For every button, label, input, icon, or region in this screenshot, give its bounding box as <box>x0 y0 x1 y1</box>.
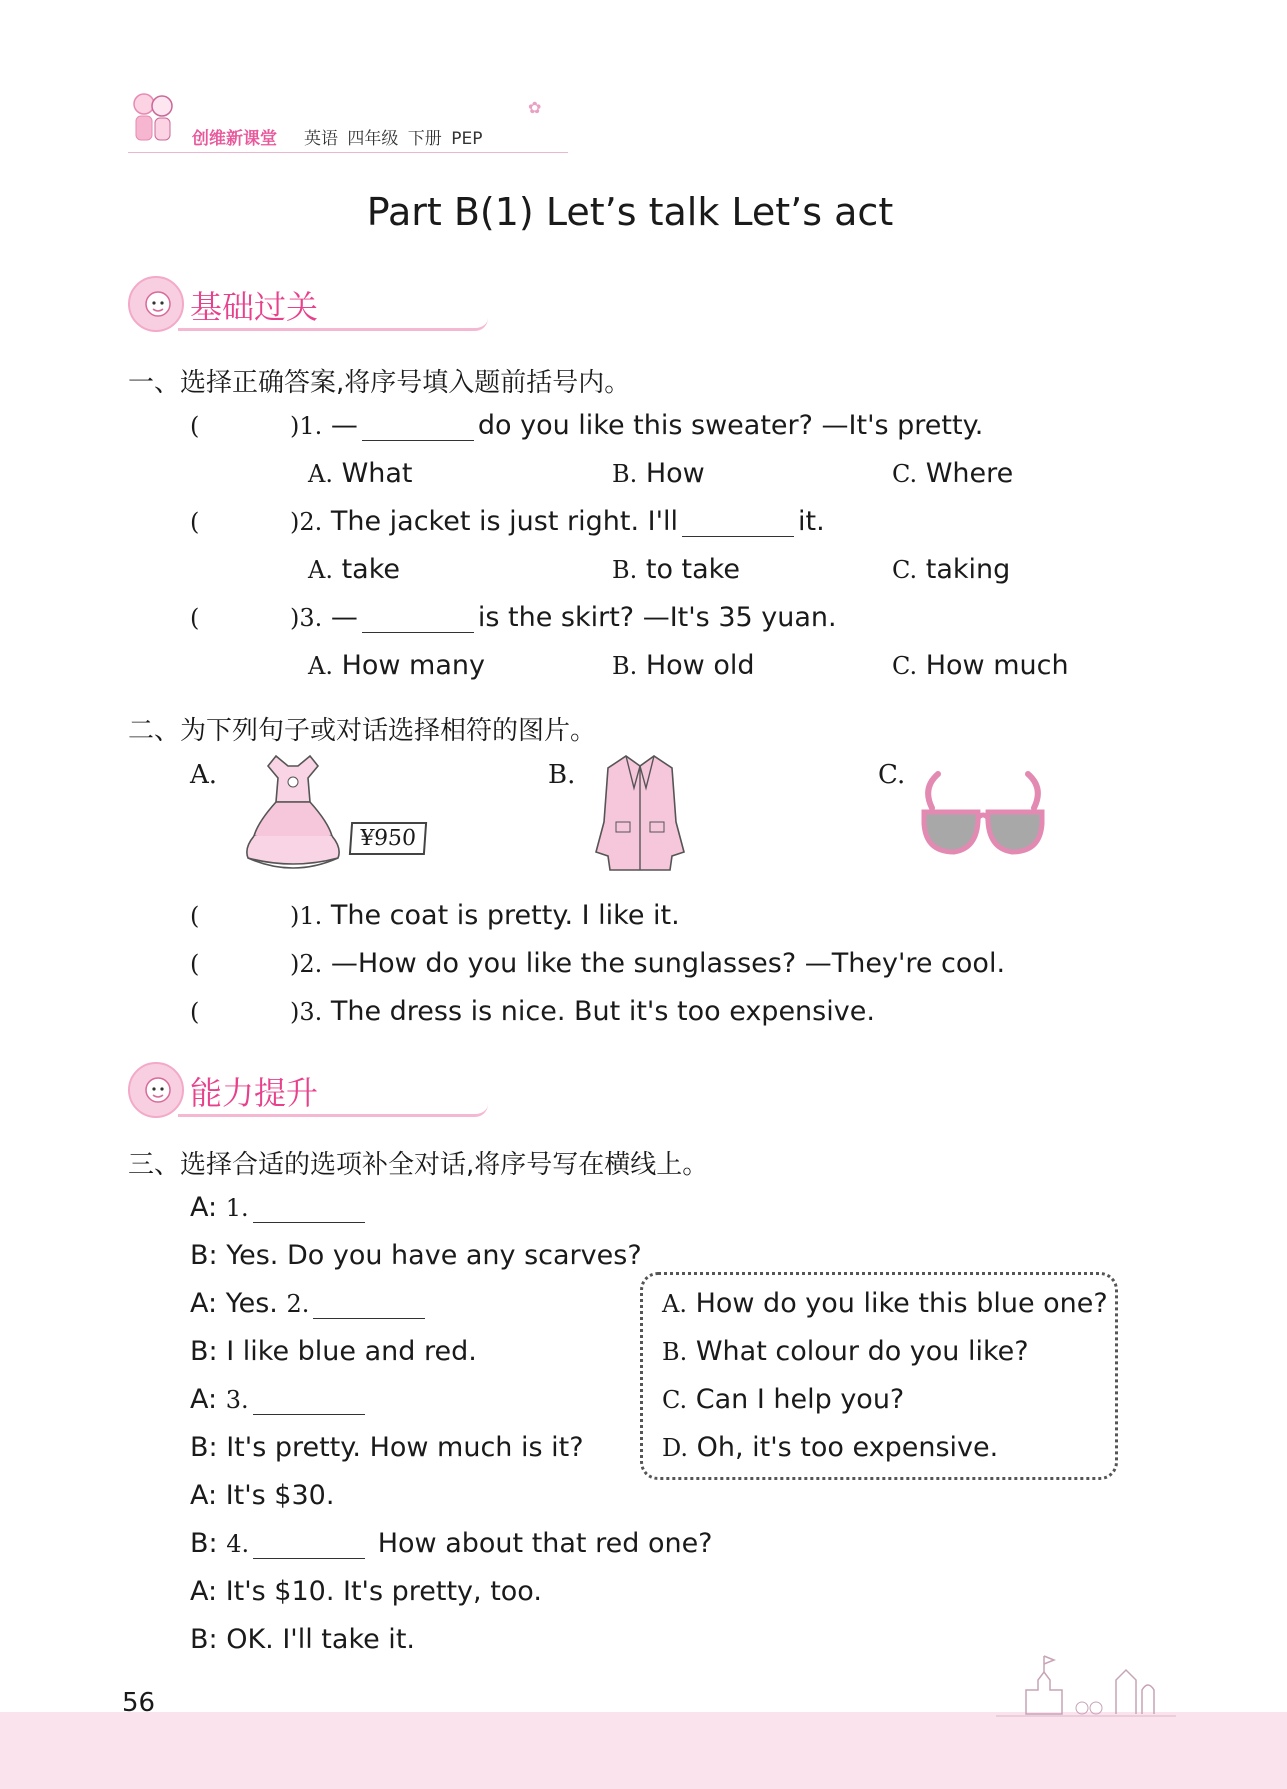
dialogue-line-7 <box>190 1480 334 1511</box>
choice-c <box>662 1384 904 1415</box>
section-banner-advanced <box>128 1062 508 1118</box>
part1-heading: 一、选择正确答案,将序号填入题前括号内。 <box>128 368 631 398</box>
blank-number: 1. <box>225 1194 249 1222</box>
speaker-label: B: <box>190 1624 218 1655</box>
answer-paren[interactable]: ( <box>190 902 200 930</box>
question-text-post: it. <box>798 506 825 537</box>
option-text: take <box>341 554 400 585</box>
option-letter: A. <box>308 556 333 584</box>
option-letter: C. <box>892 460 918 488</box>
option-text: What <box>341 458 413 489</box>
answer-paren[interactable]: ( <box>190 998 200 1026</box>
option-letter: B. <box>612 556 638 584</box>
option-letter: C. <box>892 556 918 584</box>
choice-a <box>662 1288 1108 1319</box>
picture-label-b: B. <box>548 760 576 790</box>
choice-text: How do you like this blue one? <box>695 1288 1108 1319</box>
dialogue-line-9 <box>190 1576 542 1607</box>
question-3 <box>190 602 837 633</box>
speaker-label: A: <box>190 1576 218 1607</box>
question-text-pre: The jacket is just right. I'll <box>330 506 678 537</box>
question-number: )3. <box>290 604 323 632</box>
answer-paren[interactable]: ( <box>190 950 200 978</box>
option-text: Where <box>925 458 1014 489</box>
section-title-basic: 基础过关 <box>190 288 319 326</box>
castle-decoration-icon <box>996 1650 1176 1724</box>
match-item-1 <box>190 900 680 931</box>
speaker-label: A: <box>190 1192 218 1223</box>
coat-icon <box>592 752 688 880</box>
choice-text: What colour do you like? <box>695 1336 1029 1367</box>
option-text: How much <box>925 650 1069 681</box>
section-banner-basic <box>128 276 508 332</box>
fill-blank[interactable] <box>253 1530 365 1559</box>
match-item-2 <box>190 948 1005 979</box>
header-mascot-illustration <box>128 88 178 150</box>
speaker-label: A: <box>190 1384 218 1415</box>
question-text-pre: — <box>330 410 358 441</box>
question-2 <box>190 506 825 537</box>
banner-mascot-icon <box>128 1062 184 1118</box>
choice-letter: A. <box>662 1290 687 1318</box>
fill-blank[interactable] <box>253 1194 365 1223</box>
dialogue-text: Yes. Do you have any scarves? <box>226 1240 642 1271</box>
question-text-post: is the skirt? —It's 35 yuan. <box>477 602 837 633</box>
brand-name: 创维新课堂 <box>192 129 277 149</box>
option-text: How <box>645 458 705 489</box>
dialogue-text: It's pretty. How much is it? <box>226 1432 584 1463</box>
option-c <box>892 458 1013 489</box>
page-number: 56 <box>122 1688 156 1718</box>
choice-letter: C. <box>662 1386 688 1414</box>
section-title-advanced: 能力提升 <box>190 1074 319 1112</box>
dialogue-text: I like blue and red. <box>226 1336 477 1367</box>
dialogue-text: OK. I'll take it. <box>226 1624 415 1655</box>
option-text: How old <box>645 650 755 681</box>
option-letter: B. <box>612 652 638 680</box>
price-tag: ¥950 <box>349 822 427 855</box>
part3-heading: 三、选择合适的选项补全对话,将序号写在横线上。 <box>128 1150 709 1180</box>
choice-letter: D. <box>662 1434 689 1462</box>
blank-number: 4. <box>226 1530 250 1558</box>
sunglasses-icon <box>918 768 1048 868</box>
speaker-label: B: <box>190 1432 218 1463</box>
choice-letter: B. <box>662 1338 688 1366</box>
choice-b <box>662 1336 1029 1367</box>
option-letter: A. <box>308 460 333 488</box>
match-item-text: The coat is pretty. I like it. <box>330 900 680 931</box>
option-letter: B. <box>612 460 638 488</box>
option-text: taking <box>925 554 1011 585</box>
match-item-3 <box>190 996 875 1027</box>
option-letter: A. <box>308 652 333 680</box>
option-letter: C. <box>892 652 918 680</box>
answer-paren[interactable]: ( <box>190 412 200 440</box>
question-number: )1. <box>290 412 323 440</box>
option-text: How many <box>341 650 485 681</box>
dialogue-line-10 <box>190 1624 415 1655</box>
question-text-pre: — <box>330 602 358 633</box>
fill-blank[interactable] <box>362 412 474 441</box>
option-b <box>612 650 755 681</box>
page-title: Part B(1) Let’s talk Let’s act <box>366 190 894 234</box>
blank-number: 3. <box>225 1386 249 1414</box>
banner-mascot-icon <box>128 276 184 332</box>
answer-paren[interactable]: ( <box>190 508 200 536</box>
banner-underline <box>178 318 488 331</box>
book-info: 英语 四年级 下册 PEP <box>304 129 483 149</box>
fill-blank[interactable] <box>362 604 474 633</box>
speaker-label: B: <box>190 1336 218 1367</box>
question-number: )2. <box>290 950 323 978</box>
question-number: )2. <box>290 508 323 536</box>
dress-icon <box>238 752 348 880</box>
choice-text: Oh, it's too expensive. <box>696 1432 999 1463</box>
question-number: )1. <box>290 902 323 930</box>
option-a <box>308 554 400 585</box>
header-divider <box>128 152 568 153</box>
answer-paren[interactable]: ( <box>190 604 200 632</box>
dialogue-line-3 <box>190 1288 429 1319</box>
dialogue-line-5 <box>190 1384 369 1415</box>
flower-icon: ✿ <box>528 98 542 117</box>
picture-label-a: A. <box>190 760 218 790</box>
option-b <box>612 554 740 585</box>
dialogue-text: How about that red one? <box>377 1528 713 1559</box>
option-c <box>892 650 1069 681</box>
banner-underline <box>178 1104 488 1117</box>
dialogue-line-2 <box>190 1240 642 1271</box>
question-1 <box>190 410 983 441</box>
choice-text: Can I help you? <box>695 1384 905 1415</box>
choice-d <box>662 1432 998 1463</box>
match-item-text: —How do you like the sunglasses? —They're cool. <box>330 948 1006 979</box>
option-a <box>308 650 485 681</box>
part2-heading: 二、为下列句子或对话选择相符的图片。 <box>128 716 597 746</box>
dialogue-text: It's $10. It's pretty, too. <box>225 1576 542 1607</box>
speaker-label: A: <box>190 1480 218 1511</box>
speaker-label: A: <box>190 1288 218 1319</box>
question-number: )3. <box>290 998 323 1026</box>
question-text-post: do you like this sweater? —It's pretty. <box>477 410 984 441</box>
fill-blank[interactable] <box>253 1386 365 1415</box>
option-text: to take <box>645 554 740 585</box>
fill-blank[interactable] <box>313 1290 425 1319</box>
picture-label-c: C. <box>878 760 906 790</box>
dialogue-line-6 <box>190 1432 584 1463</box>
option-c <box>892 554 1010 585</box>
match-item-text: The dress is nice. But it's too expensive. <box>330 996 875 1027</box>
blank-number: 2. <box>286 1290 310 1318</box>
dialogue-line-4 <box>190 1336 477 1367</box>
dialogue-text: Yes. <box>225 1288 278 1319</box>
option-a <box>308 458 413 489</box>
dialogue-text: It's $30. <box>225 1480 335 1511</box>
speaker-label: B: <box>190 1528 218 1559</box>
fill-blank[interactable] <box>682 508 794 537</box>
dialogue-line-1 <box>190 1192 369 1223</box>
option-b <box>612 458 705 489</box>
dialogue-line-8 <box>190 1528 713 1559</box>
speaker-label: B: <box>190 1240 218 1271</box>
